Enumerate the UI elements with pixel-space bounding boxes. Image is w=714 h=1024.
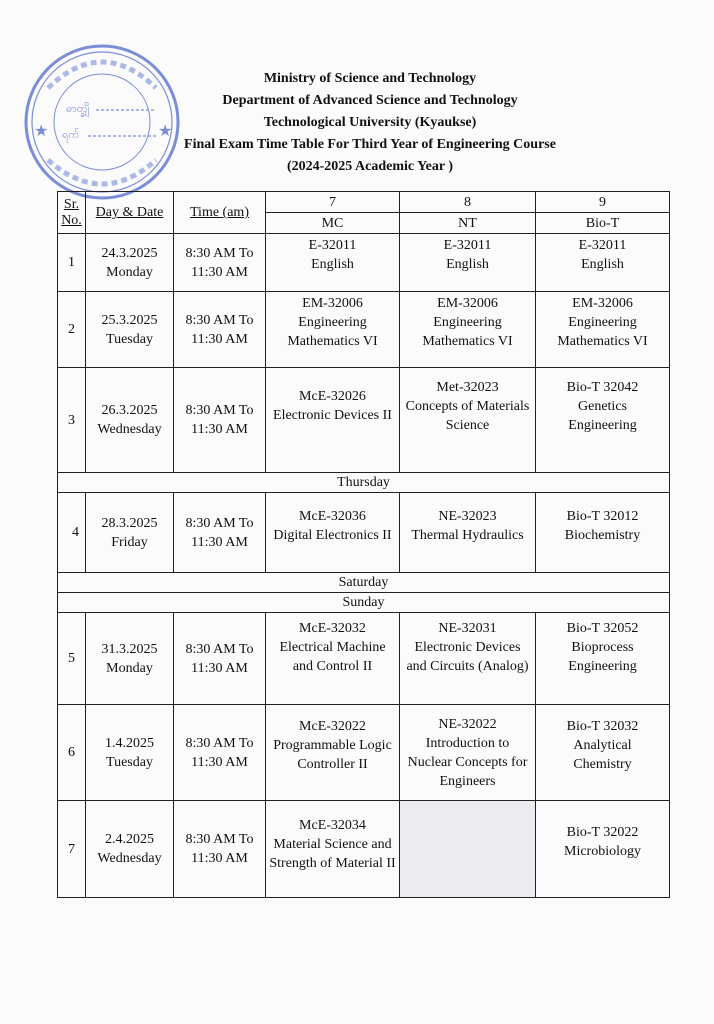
mc-subject <box>266 368 400 473</box>
table-row <box>58 493 670 573</box>
department-title: Department of Advanced Science and Technology <box>222 93 518 108</box>
document-header <box>160 68 580 178</box>
table-row <box>58 292 670 368</box>
subject-name: Engineering <box>433 315 502 330</box>
table-row <box>58 705 670 801</box>
separator-saturday: Saturday <box>58 573 670 593</box>
time-start: 8:30 AM To <box>185 515 254 531</box>
time-cell <box>174 705 266 801</box>
subject-name: Chemistry <box>573 757 632 772</box>
subject-name: Microbiology <box>564 844 641 859</box>
header-mc: MC <box>266 213 400 234</box>
table-row <box>58 234 670 292</box>
bio-subject <box>536 234 670 292</box>
subject-name: Biochemistry <box>564 527 641 543</box>
subject-code: E-32011 <box>443 238 492 253</box>
subject-name: Strength of Material II <box>269 855 396 871</box>
subject-code: NE-32031 <box>438 621 497 636</box>
subject-code: E-32011 <box>308 238 357 253</box>
subject-code: NE-32022 <box>438 716 497 732</box>
sr-cell: 3 <box>58 368 86 473</box>
mc-subject <box>266 292 400 368</box>
mc-subject <box>266 801 400 898</box>
subject-code: EM-32006 <box>572 296 633 311</box>
time-start: 8:30 AM To <box>185 403 254 418</box>
separator-sunday: Sunday <box>58 593 670 613</box>
day-text: Friday <box>111 534 148 550</box>
exam-timetable <box>57 191 670 898</box>
separator-row <box>58 473 670 493</box>
bio-subject <box>536 705 670 801</box>
subject-name: Mathematics VI <box>422 334 513 349</box>
time-cell <box>174 292 266 368</box>
timetable-title: Final Exam Time Table For Third Year of Engineering Course <box>184 137 556 152</box>
date-cell <box>86 368 174 473</box>
time-cell <box>174 493 266 573</box>
time-start: 8:30 AM To <box>185 641 254 657</box>
subject-code: McE-32026 <box>299 389 366 404</box>
mc-subject <box>266 705 400 801</box>
svg-text:★: ★ <box>158 123 173 140</box>
time-cell <box>174 234 266 292</box>
mc-subject <box>266 234 400 292</box>
academic-year: (2024-2025 Academic Year ) <box>286 159 454 174</box>
subject-code: McE-32022 <box>299 719 366 734</box>
subject-name: Thermal Hydraulics <box>411 527 524 543</box>
subject-name: Nuclear Concepts for <box>407 754 528 770</box>
sr-cell: 2 <box>58 292 86 368</box>
date-text: 25.3.2025 <box>101 312 158 328</box>
subject-name: Mathematics VI <box>557 334 648 349</box>
table-row <box>58 613 670 705</box>
sr-cell: 4 <box>58 493 86 573</box>
date-cell <box>86 613 174 705</box>
time-start: 8:30 AM To <box>185 832 254 847</box>
header-col-9: 9 <box>536 192 670 213</box>
university-title: Technological University (Kyaukse) <box>263 115 477 130</box>
time-end: 11:30 AM <box>191 754 248 770</box>
subject-name: Mathematics VI <box>287 334 378 349</box>
header-no-text: No. <box>61 212 82 228</box>
nt-empty-cell <box>400 801 536 898</box>
bio-subject <box>536 801 670 898</box>
subject-name: Engineering <box>568 659 637 674</box>
subject-code: EM-32006 <box>302 296 363 311</box>
nt-subject <box>400 705 536 801</box>
subject-name: Electrical Machine <box>279 640 386 655</box>
nt-subject <box>400 368 536 473</box>
date-cell <box>86 493 174 573</box>
header-sr-text: Sr. <box>63 196 80 212</box>
header-bio-t: Bio-T <box>536 213 670 234</box>
header-col-7: 7 <box>266 192 400 213</box>
bio-subject <box>536 613 670 705</box>
separator-row <box>58 593 670 613</box>
nt-subject <box>400 493 536 573</box>
time-end: 11:30 AM <box>191 534 248 550</box>
subject-name: Electronic Devices II <box>273 408 392 423</box>
table-row <box>58 801 670 898</box>
nt-subject <box>400 292 536 368</box>
nt-subject <box>400 613 536 705</box>
subject-name: Genetics <box>578 398 627 414</box>
header-nt: NT <box>400 213 536 234</box>
date-text: 31.3.2025 <box>101 641 158 657</box>
subject-name: Engineering <box>298 315 367 330</box>
subject-name: Science <box>445 417 490 433</box>
subject-code: E-32011 <box>578 238 627 253</box>
day-text: Tuesday <box>106 754 153 770</box>
subject-name: Engineering <box>568 315 637 330</box>
header-col-8: 8 <box>400 192 536 213</box>
day-text: Wednesday <box>97 422 162 437</box>
time-cell <box>174 613 266 705</box>
time-end: 11:30 AM <box>191 422 248 437</box>
subject-code: Bio-T 32012 <box>566 508 639 524</box>
svg-text:ရက်: ရက် <box>62 129 80 141</box>
date-cell <box>86 705 174 801</box>
svg-text:★: ★ <box>34 123 49 140</box>
nt-subject <box>400 234 536 292</box>
date-text: 24.3.2025 <box>101 245 158 261</box>
subject-code: Bio-T 32022 <box>566 825 639 840</box>
subject-name: Controller II <box>297 757 368 772</box>
time-start: 8:30 AM To <box>185 312 254 328</box>
subject-name: Analytical <box>573 738 632 753</box>
svg-text:ဓာတ္ချိ: ဓာတ္ချိ <box>66 103 90 115</box>
header-time: Time (am) <box>174 192 266 234</box>
date-text: 26.3.2025 <box>101 403 158 418</box>
subject-code: NE-32023 <box>438 508 497 524</box>
date-cell <box>86 801 174 898</box>
sr-cell: 5 <box>58 613 86 705</box>
separator-thursday: Thursday <box>58 473 670 493</box>
subject-code: Met-32023 <box>436 379 499 395</box>
subject-code: Bio-T 32042 <box>566 379 639 395</box>
subject-name: Programmable Logic <box>273 738 392 753</box>
time-end: 11:30 AM <box>191 331 248 347</box>
subject-name: English <box>311 257 354 272</box>
day-text: Monday <box>106 660 153 676</box>
mc-subject <box>266 493 400 573</box>
table-row <box>58 368 670 473</box>
subject-name: Engineers <box>439 773 496 789</box>
day-text: Monday <box>106 264 153 280</box>
time-end: 11:30 AM <box>191 851 248 866</box>
bio-subject <box>536 493 670 573</box>
subject-code: McE-32032 <box>299 621 366 636</box>
subject-code: Bio-T 32052 <box>566 621 639 636</box>
sr-cell: 6 <box>58 705 86 801</box>
separator-row <box>58 573 670 593</box>
day-text: Tuesday <box>106 331 153 347</box>
subject-code: Bio-T 32032 <box>566 719 639 734</box>
header-sr <box>58 192 86 234</box>
time-start: 8:30 AM To <box>185 735 254 751</box>
subject-name: Digital Electronics II <box>273 527 392 543</box>
time-cell <box>174 801 266 898</box>
subject-code: EM-32006 <box>437 296 498 311</box>
date-text: 2.4.2025 <box>105 832 154 847</box>
time-start: 8:30 AM To <box>185 245 254 261</box>
subject-name: Engineering <box>568 417 637 433</box>
subject-code: McE-32034 <box>299 817 366 833</box>
date-cell <box>86 234 174 292</box>
sr-cell: 1 <box>58 234 86 292</box>
subject-code: McE-32036 <box>299 508 366 524</box>
subject-name: Concepts of Materials <box>405 398 530 414</box>
date-text: 1.4.2025 <box>105 735 154 751</box>
subject-name: English <box>581 257 624 272</box>
time-end: 11:30 AM <box>191 660 248 676</box>
subject-name: and Control II <box>292 659 373 674</box>
bio-subject <box>536 292 670 368</box>
mc-subject <box>266 613 400 705</box>
subject-name: and Circuits (Analog) <box>406 659 529 674</box>
sr-cell: 7 <box>58 801 86 898</box>
day-text: Wednesday <box>97 851 162 866</box>
date-cell <box>86 292 174 368</box>
subject-name: English <box>446 257 489 272</box>
subject-name: Bioprocess <box>571 640 634 655</box>
header-day-date: Day & Date <box>86 192 174 234</box>
date-text: 28.3.2025 <box>101 515 158 531</box>
bio-subject <box>536 368 670 473</box>
subject-name: Material Science and <box>273 836 392 852</box>
time-cell <box>174 368 266 473</box>
ministry-title: Ministry of Science and Technology <box>263 71 477 86</box>
subject-name: Introduction to <box>425 735 510 751</box>
subject-name: Electronic Devices <box>414 640 521 655</box>
time-end: 11:30 AM <box>191 264 248 280</box>
